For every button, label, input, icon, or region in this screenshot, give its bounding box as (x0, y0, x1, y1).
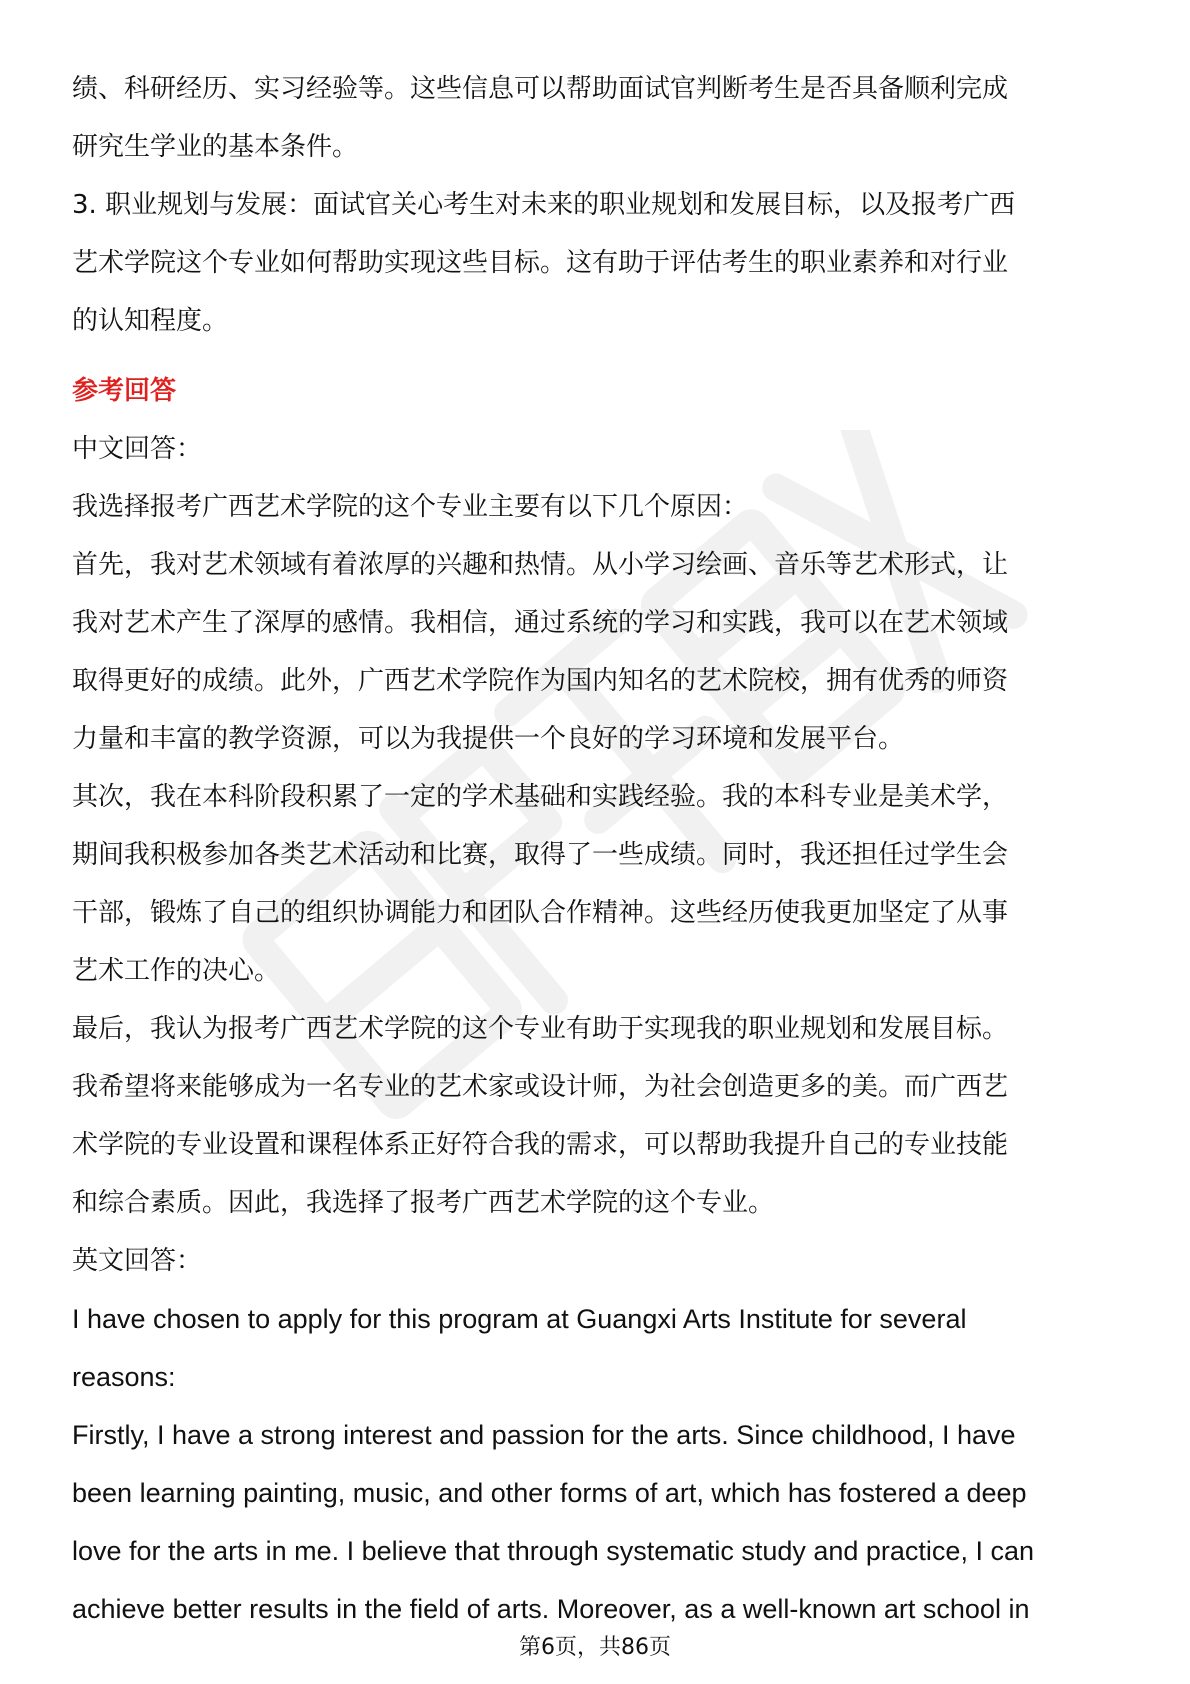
text-line: 艺术工作的决心。 (72, 956, 281, 986)
text-line: 绩、科研经历、实习经验等。这些信息可以帮助面试官判断考生是否具备顺利完成 (72, 74, 1009, 104)
text-line: been learning painting, music, and other forms of art, which has fostered a deep (72, 1478, 1027, 1508)
text-line: 中文回答： (72, 434, 203, 464)
text-line: 我希望将来能够成为一名专业的艺术家或设计师，为社会创造更多的美。而广西艺 (72, 1072, 1009, 1102)
text-line: 干部，锻炼了自己的组织协调能力和团队合作精神。这些经历使我更加坚定了从事 (72, 898, 1009, 928)
text-line: 最后，我认为报考广西艺术学院的这个专业有助于实现我的职业规划和发展目标。 (72, 1014, 1009, 1044)
text-line: 首先，我对艺术领域有着浓厚的兴趣和热情。从小学习绘画、音乐等艺术形式，让 (72, 550, 1009, 580)
text-line: reasons: (72, 1362, 176, 1392)
text-line: 其次，我在本科阶段积累了一定的学术基础和实践经验。我的本科专业是美术学， (72, 782, 1009, 812)
section-heading: 参考回答 (72, 376, 177, 406)
text-line: 研究生学业的基本条件。 (72, 132, 359, 162)
text-line: 术学院的专业设置和课程体系正好符合我的需求，可以帮助我提升自己的专业技能 (72, 1130, 1009, 1160)
text-line: 我对艺术产生了深厚的感情。我相信，通过系统的学习和实践，我可以在艺术领域 (72, 608, 1009, 638)
page-footer (0, 1632, 1190, 1664)
document-body (72, 60, 1120, 1638)
text-line: 3. 职业规划与发展：面试官关心考生对未来的职业规划和发展目标，以及报考广西 (72, 190, 1016, 220)
text-line: achieve better results in the field of arts. Moreover, as a well-known art school in (72, 1594, 1030, 1624)
text-line: 艺术学院这个专业如何帮助实现这些目标。这有助于评估考生的职业素养和对行业 (72, 248, 1009, 278)
text-line: 期间我积极参加各类艺术活动和比赛，取得了一些成绩。同时，我还担任过学生会 (72, 840, 1009, 870)
text-line: 力量和丰富的教学资源，可以为我提供一个良好的学习环境和发展平台。 (72, 724, 905, 754)
text-line: 和综合素质。因此，我选择了报考广西艺术学院的这个专业。 (72, 1188, 775, 1218)
text-line: 英文回答： (72, 1246, 203, 1276)
text-line: 的认知程度。 (72, 306, 229, 336)
text-line: love for the arts in me. I believe that through systematic study and practice, I can (72, 1536, 1034, 1566)
text-line: 取得更好的成绩。此外，广西艺术学院作为国内知名的艺术院校，拥有优秀的师资 (72, 666, 1009, 696)
page-number: 第6页，共86页 (519, 1635, 671, 1660)
text-line: 我选择报考广西艺术学院的这个专业主要有以下几个原因： (72, 492, 749, 522)
text-line: I have chosen to apply for this program at Guangxi Arts Institute for several (72, 1304, 967, 1334)
text-line: Firstly, I have a strong interest and passion for the arts. Since childhood, I have (72, 1420, 1016, 1450)
